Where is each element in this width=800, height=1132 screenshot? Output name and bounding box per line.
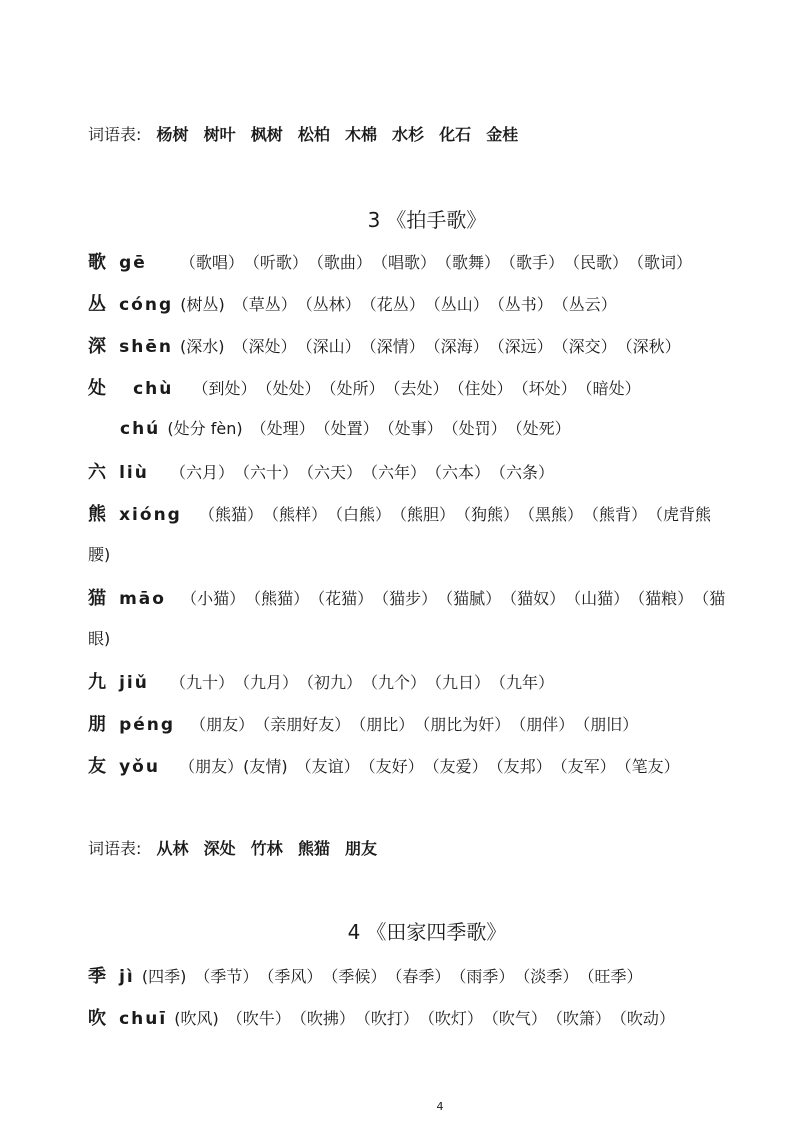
word: （处罚） [450, 419, 507, 438]
word: (吹风) [174, 1009, 219, 1028]
vocab-label: 词语表: [88, 839, 142, 858]
entry-char: 歌 [88, 252, 106, 273]
entry-chu2 [120, 416, 740, 439]
vocab-word: 化石 [439, 125, 472, 144]
entry-ji [88, 962, 740, 988]
word: （去处） [392, 379, 449, 398]
word: （处理） [250, 419, 315, 438]
word-continuation: 腰) [88, 545, 111, 564]
word: （山猫） [573, 589, 630, 608]
word: （深远） [496, 337, 553, 356]
vocab-word: 木棉 [344, 125, 377, 144]
word: （九十） [169, 673, 234, 692]
entry-char: 吹 [88, 1008, 106, 1029]
word: （深海） [432, 337, 489, 356]
word: （吹箫） [554, 1009, 611, 1028]
word: （歌手） [507, 253, 564, 272]
word: （朋比为奸） [422, 715, 511, 734]
word: （猫粮） [637, 589, 694, 608]
entry-pinyin: māo [119, 589, 166, 609]
word: （季风） [266, 967, 323, 986]
word: （听歌） [251, 253, 308, 272]
entry-char: 朋 [88, 714, 106, 735]
word: （唱歌） [379, 253, 436, 272]
entry-pinyin: liù [119, 463, 149, 483]
entry-you [88, 752, 740, 778]
word: （六天） [305, 463, 362, 482]
word: （朋友） [179, 757, 244, 776]
word: （处置） [322, 419, 379, 438]
vocab-list-2 [88, 836, 740, 859]
word: （朋伴） [518, 715, 575, 734]
word: （处所） [328, 379, 385, 398]
word: （猫 [701, 589, 726, 608]
word: （九日） [434, 673, 491, 692]
word: （熊胆） [398, 505, 455, 524]
word: （春季） [394, 967, 451, 986]
entry-char: 六 [88, 462, 106, 483]
word: （花猫） [317, 589, 374, 608]
entry-pinyin: jì [119, 967, 135, 987]
word: （草丛） [232, 295, 297, 314]
word: (树丛) [180, 295, 225, 314]
word: （旺季） [586, 967, 643, 986]
entry-char: 深 [88, 336, 106, 357]
word: （友爱） [431, 757, 488, 776]
entry-jiu [88, 668, 740, 694]
page-number: 4 [436, 1100, 444, 1113]
word: （丛云） [560, 295, 617, 314]
entry-pinyin: gē [119, 253, 147, 273]
word: （处死） [514, 419, 571, 438]
word: （丛书） [496, 295, 553, 314]
word: （季候） [330, 967, 387, 986]
word: （六十） [241, 463, 298, 482]
word: （处处） [264, 379, 321, 398]
word: （黑熊） [527, 505, 584, 524]
word: （吹灯） [426, 1009, 483, 1028]
word: （歌舞） [443, 253, 500, 272]
word: （熊猫） [253, 589, 310, 608]
word: （吹气） [490, 1009, 547, 1028]
entry-pinyin: chù [133, 379, 174, 399]
word: （民歌） [571, 253, 628, 272]
word: （虎背熊 [655, 505, 712, 524]
entry-char: 猫 [88, 588, 106, 609]
word: （吹拂） [298, 1009, 355, 1028]
word: （朋友） [190, 715, 255, 734]
word: （处事） [386, 419, 443, 438]
word: （朋比） [358, 715, 415, 734]
vocab-word: 杨树 [156, 125, 189, 144]
entry-cong [88, 290, 740, 316]
vocab-word: 深处 [203, 839, 236, 858]
vocab-word: 水杉 [392, 125, 425, 144]
entry-pinyin: chú [120, 419, 161, 439]
lesson-name: 《拍手歌》 [386, 208, 487, 232]
lesson-number: 3 [367, 208, 381, 232]
lesson-3-title [0, 204, 800, 233]
entry-mao [88, 584, 740, 610]
entry-pinyin: yǒu [119, 757, 160, 777]
word: （友邦） [495, 757, 552, 776]
vocab-label: 词语表: [88, 125, 142, 144]
vocab-list-1 [88, 122, 740, 145]
word: （歌唱） [179, 253, 244, 272]
entry-char: 季 [88, 966, 106, 987]
entry-char: 丛 [88, 294, 106, 315]
word: （吹牛） [226, 1009, 291, 1028]
word: （季节） [194, 967, 259, 986]
entry-char: 九 [88, 672, 106, 693]
word: （猫奴） [509, 589, 566, 608]
word: （狗熊） [463, 505, 520, 524]
entry-peng [88, 710, 740, 736]
word: （九年） [498, 673, 555, 692]
word: （笔友） [623, 757, 680, 776]
entry-liu [88, 458, 740, 484]
word: (深水) [180, 337, 225, 356]
word: （友军） [559, 757, 616, 776]
vocab-word: 金桂 [486, 125, 519, 144]
word: (友情) [243, 757, 288, 776]
vocab-word: 从林 [156, 839, 189, 858]
word: （深处） [232, 337, 297, 356]
word: （九个） [370, 673, 427, 692]
vocab-word: 朋友 [344, 839, 377, 858]
word: （到处） [192, 379, 257, 398]
word: （坏处） [520, 379, 577, 398]
word: （初九） [305, 673, 362, 692]
lesson-name: 《田家四季歌》 [366, 920, 507, 944]
word: （淡季） [522, 967, 579, 986]
vocab-word: 松柏 [297, 125, 330, 144]
vocab-word: 熊猫 [297, 839, 330, 858]
word: （丛山） [432, 295, 489, 314]
word: （花丛） [368, 295, 425, 314]
word: （熊背） [591, 505, 648, 524]
entry-char: 友 [88, 756, 106, 777]
word: （深山） [304, 337, 361, 356]
word: （丛林） [304, 295, 361, 314]
word: （六条） [498, 463, 555, 482]
word: （深情） [368, 337, 425, 356]
word: (四季) [141, 967, 187, 986]
lesson-4-title [0, 916, 800, 945]
word: （住处） [456, 379, 513, 398]
word: (处分 fèn) [167, 419, 243, 438]
entry-mao-cont [88, 626, 740, 649]
word: （九月） [241, 673, 298, 692]
entry-xiong [88, 500, 740, 526]
word: （熊样） [270, 505, 327, 524]
word: （六月） [169, 463, 234, 482]
word: （朋旧） [582, 715, 639, 734]
entry-pinyin: chuī [119, 1009, 168, 1029]
entry-xiong-cont [88, 542, 740, 565]
vocab-word: 树叶 [203, 125, 236, 144]
word: （猫步） [381, 589, 438, 608]
word: （友好） [367, 757, 424, 776]
vocab-word: 竹林 [250, 839, 283, 858]
word: （暗处） [584, 379, 641, 398]
word: （歌曲） [315, 253, 372, 272]
word: （友谊） [295, 757, 360, 776]
word: （小猫） [181, 589, 246, 608]
vocab-word: 枫树 [250, 125, 283, 144]
word: （六年） [370, 463, 427, 482]
word: （深交） [560, 337, 617, 356]
word: （六本） [434, 463, 491, 482]
word: （吹打） [362, 1009, 419, 1028]
word: （雨季） [458, 967, 515, 986]
entry-pinyin: shēn [119, 337, 173, 357]
entry-pinyin: xióng [119, 505, 182, 525]
entry-pinyin: péng [119, 715, 176, 735]
lesson-number: 4 [347, 920, 361, 944]
entry-chu4 [88, 374, 740, 400]
word: （亲朋好友） [262, 715, 351, 734]
word: （深秋） [624, 337, 681, 356]
entry-char: 熊 [88, 504, 106, 525]
word: （熊猫） [198, 505, 263, 524]
word: （吹动） [618, 1009, 675, 1028]
entry-char: 处 [88, 378, 106, 399]
word: （猫腻） [445, 589, 502, 608]
word: （白熊） [334, 505, 391, 524]
word-continuation: 眼) [88, 629, 111, 648]
entry-pinyin: jiǔ [119, 673, 149, 693]
entry-chui [88, 1004, 740, 1030]
entry-pinyin: cóng [119, 295, 174, 315]
word: （歌词） [636, 253, 693, 272]
entry-shen [88, 332, 740, 358]
entry-ge [88, 248, 740, 274]
